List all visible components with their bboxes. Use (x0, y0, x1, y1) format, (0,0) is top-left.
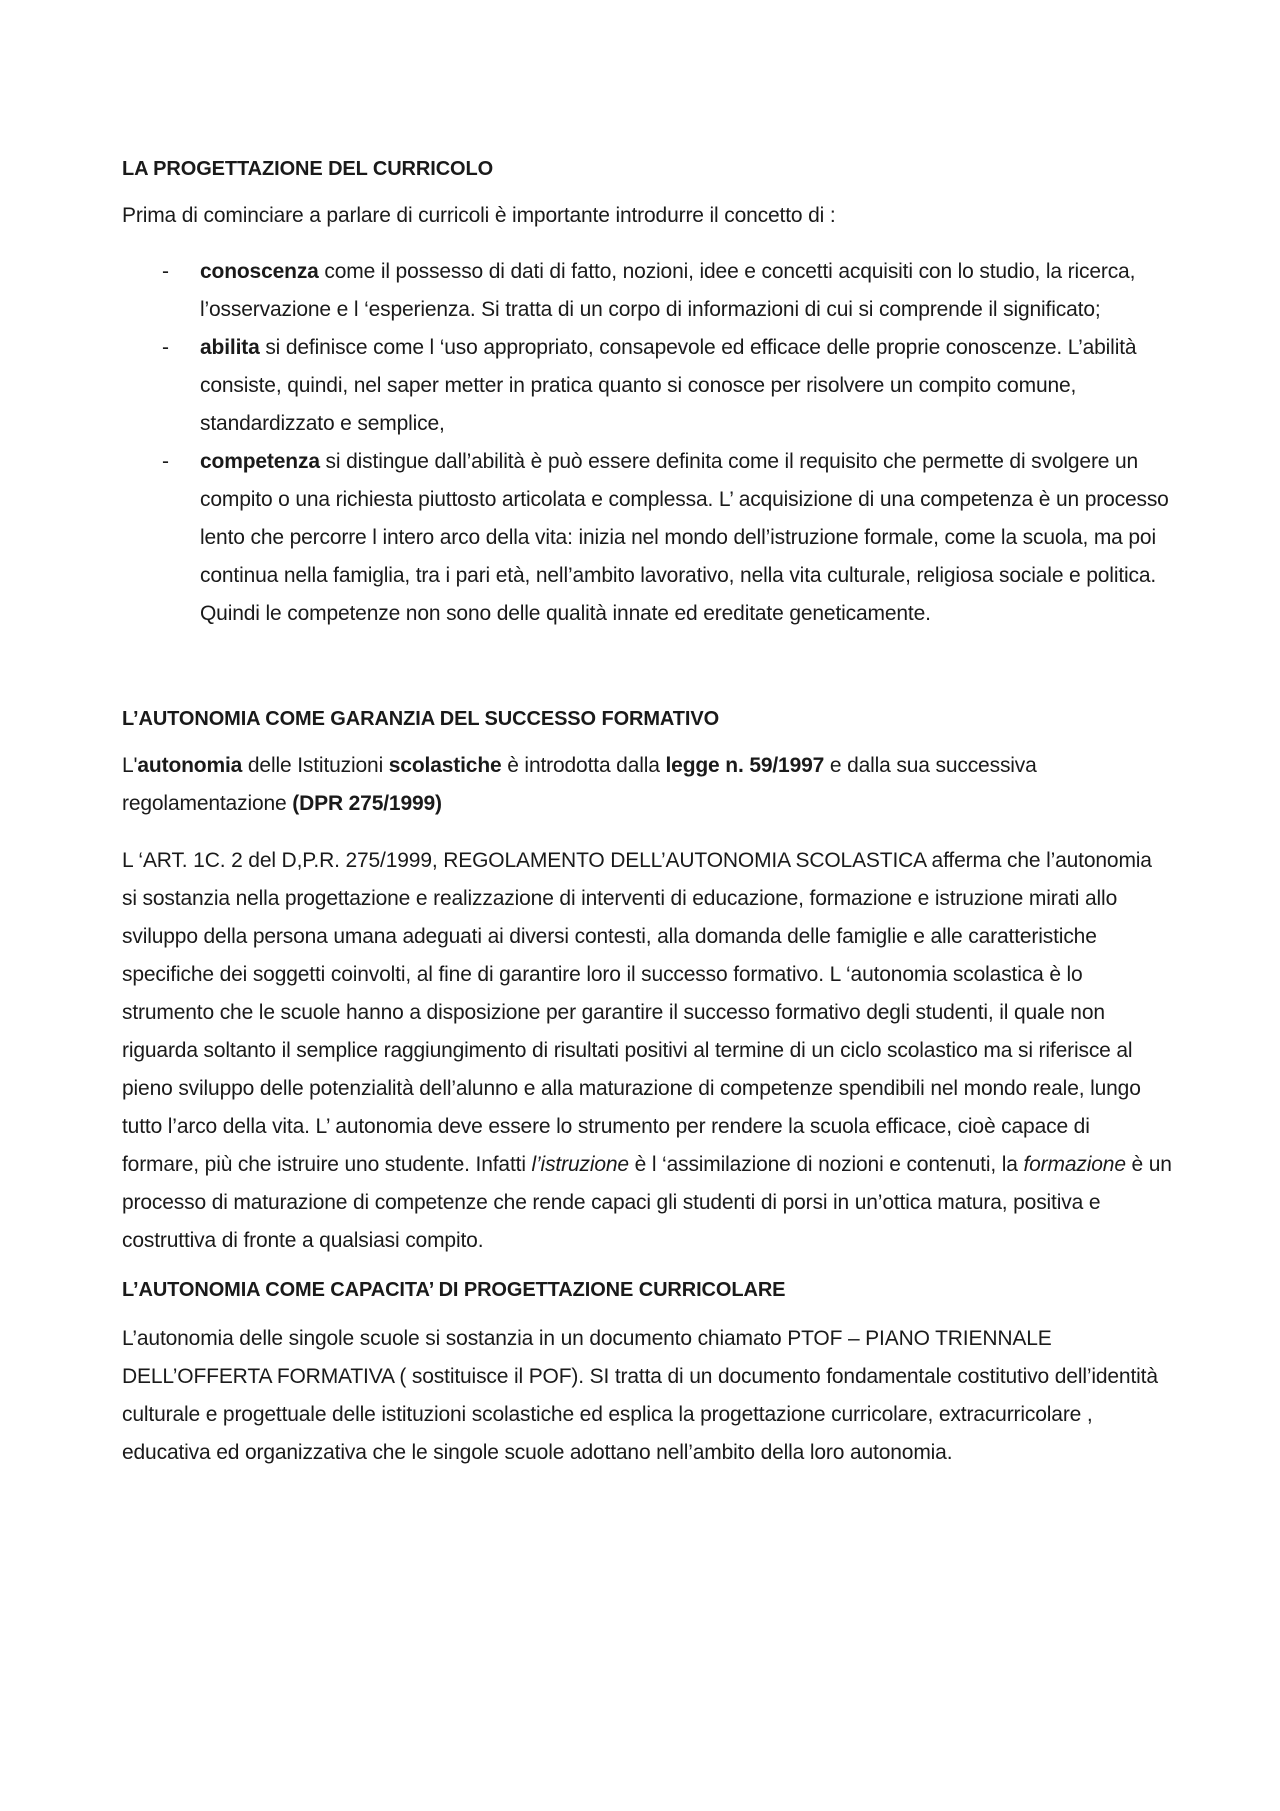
list-item-abilita (122, 329, 1172, 443)
term-conoscenza: conoscenza (200, 260, 319, 283)
text-run: delle Istituzioni (242, 754, 389, 777)
bold-scolastiche: scolastiche (388, 754, 502, 777)
definition-text: come il possesso di dati di fatto, nozioni, idee e concetti acquisiti con lo studio, la ricerca, l’osservazione e l ‘esperienza. Si tratta di un corpo di informazioni di cui si comprende il significato; (200, 260, 1136, 321)
document-body (122, 155, 1172, 1472)
autonomia-paragraph (122, 747, 1172, 823)
section-heading-progettazione: LA PROGETTAZIONE DEL CURRICOLO (122, 158, 494, 180)
section-heading-garanzia: L’AUTONOMIA COME GARANZIA DEL SUCCESSO FORMATIVO (122, 708, 720, 730)
bold-legge: legge n. 59/1997 (665, 754, 825, 777)
text-run: è un processo di maturazione di competenze che rende capaci gli studenti di porsi in un’ottica matura, positiva e costruttiva di fronte a qualsiasi compito. (122, 1153, 1172, 1252)
list-dash: - (162, 450, 169, 473)
text-run: è l ‘assimilazione di nozioni e contenuti, la (628, 1153, 1024, 1176)
term-competenza: competenza (200, 450, 320, 473)
definition-text: si distingue dall’abilità è può essere definita come il requisito che permette di svolgere un compito o una richiesta piuttosto articolata e complessa. L’ acquisizione di una competenza è un processo lento che percorre l intero arco della vita: inizia nel mondo dell’istruzione formale, come la scuola, ma poi continua nella famiglia, tra i pari età, nell’ambito lavorativo, nella vita culturale, religiosa sociale e politica. Quindi le competenze non sono delle qualità innate ed ereditate geneticamente. (200, 450, 1169, 625)
italic-istruzione: l’istruzione (531, 1153, 629, 1176)
bold-autonomia: autonomia (137, 754, 243, 777)
regolamento-paragraph (122, 842, 1172, 1260)
intro-paragraph: Prima di cominciare a parlare di curricoli è importante introdurre il concetto di : (122, 204, 836, 227)
italic-formazione: formazione (1023, 1153, 1126, 1176)
term-abilita: abilita (200, 336, 260, 359)
bold-dpr: (DPR 275/1999) (292, 792, 442, 815)
list-dash: - (162, 336, 169, 359)
text-run: L ‘ART. 1C. 2 del D,P.R. 275/1999, REGOLAMENTO DELL’AUTONOMIA SCOLASTICA afferma che l’autonomia si sostanzia nella progettazione e realizzazione di interventi di educazione, formazione e istruzione mirati allo sviluppo della persona umana adeguati ai diversi contesti, alla domanda delle famiglie e alle caratteristiche specifiche dei soggetti coinvolti, al fine di garantire loro il successo formativo. L ‘autonomia scolastica è lo strumento che le scuole hanno a disposizione per garantire il successo formativo degli studenti, il quale non riguarda soltanto il semplice raggiungimento di risultati positivi al termine di un ciclo scolastico ma si riferisce al pieno sviluppo delle potenzialità dell’alunno e alla maturazione di competenze spendibili nel mondo reale, lungo tutto l’arco della vita. L’ autonomia deve essere lo strumento per rendere la scuola efficace, cioè capace di formare, più che istruire uno studente. Infatti (122, 849, 1152, 1176)
definition-text: si definisce come l ‘uso appropriato, consapevole ed efficace delle proprie conoscenze. L’abilità consiste, quindi, nel saper metter in pratica quanto si conosce per risolvere un compito comune, standardizzato e semplice, (200, 336, 1137, 435)
definition-list (122, 253, 1172, 633)
list-dash: - (162, 260, 169, 283)
text-run: è introdotta dalla (501, 754, 666, 777)
text-run: e dalla sua successiva regolamentazione (122, 754, 1037, 815)
text-run: L' (122, 754, 138, 777)
section-heading-capacita: L’AUTONOMIA COME CAPACITA’ DI PROGETTAZIONE CURRICOLARE (122, 1279, 786, 1301)
ptof-paragraph: L’autonomia delle singole scuole si sostanzia in un documento chiamato PTOF – PIANO TRIENNALE DELL’OFFERTA FORMATIVA ( sostituisce il POF). SI tratta di un documento fondamentale costitutivo dell’identità culturale e progettuale delle istituzioni scolastiche ed esplica la progettazione curricolare, extracurricolare , educativa ed organizzativa che le singole scuole adottano nell’ambito della loro autonomia. (122, 1327, 1158, 1464)
list-item-conoscenza (122, 253, 1172, 329)
list-item-competenza (122, 443, 1172, 633)
